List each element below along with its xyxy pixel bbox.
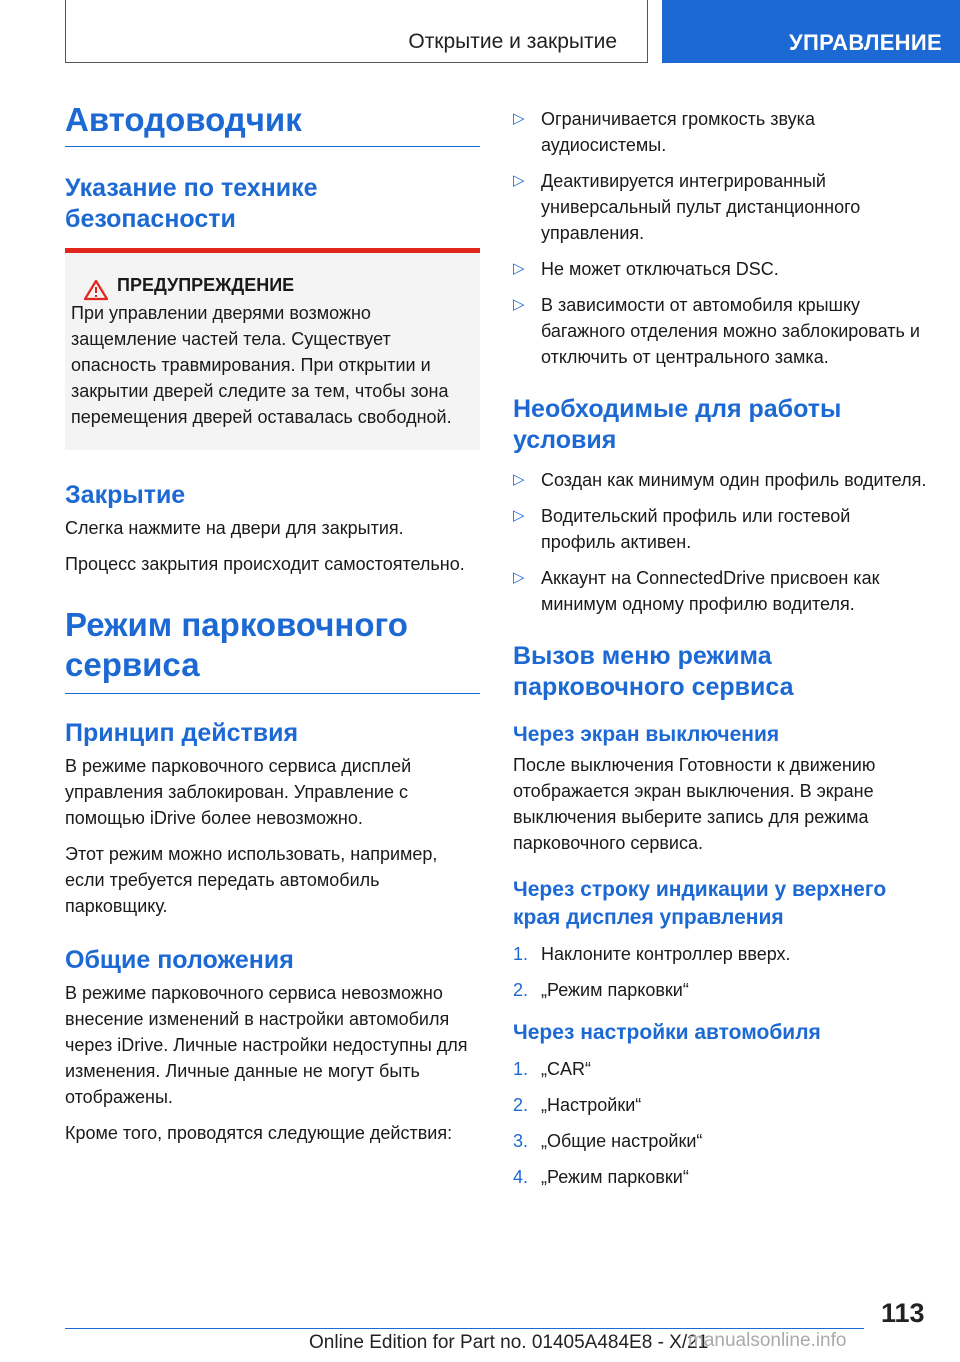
- section-title: Открытие и закрытие: [408, 30, 617, 53]
- warning-text: При управлении дверями возможно защемление частей тела. Существует опасность травмирования. При открытии и закрытии дверей следите за тем, чтобы зона перемещения дверей оставалась свободной.: [71, 303, 452, 428]
- page-number: 113: [881, 1298, 925, 1328]
- list-item: 2. „Настройки“: [513, 1092, 928, 1118]
- list-marker-icon: ▷: [513, 172, 525, 189]
- heading-close: Закрытие: [65, 481, 186, 510]
- status-bar-steps: [513, 941, 928, 1003]
- section-box: [65, 0, 648, 63]
- general-text-1: В режиме парковочного сервиса невозможно внесение изменений в настройки автомобиля через iDrive. Личные настройки недоступны для изменения. Личные данные не могут быть отображены.: [65, 983, 468, 1108]
- heading-principle: Принцип действия: [65, 718, 299, 747]
- off-screen-text: После выключения Готовности к движению отображается экран выключения. В экране выключения выберите запись для режима парковочного сервиса.: [513, 755, 876, 854]
- heading-via-settings: Через настройки автомобиля: [513, 1020, 821, 1044]
- list-item: ▷ Ограничивается громкость звука аудиосистемы.: [513, 106, 928, 158]
- step-number: 3.: [513, 1131, 529, 1152]
- heading-valet-mode: Режим парковочного сервиса: [65, 606, 408, 683]
- list-item: ▷ Аккаунт на ConnectedDrive присвоен как минимум одному профилю водителя.: [513, 565, 928, 617]
- list-marker-icon: ▷: [513, 296, 525, 313]
- left-column: [65, 100, 480, 1146]
- list-marker-icon: ▷: [513, 506, 525, 524]
- warning-triangle-icon: [83, 279, 109, 301]
- heading-call-menu: Вызов меню режима парковочного сервиса: [513, 641, 794, 701]
- heading-requirements: Необходимые для работы условия: [513, 395, 842, 455]
- requirements-list: [513, 467, 928, 617]
- heading-via-off-screen: Через экран выключения: [513, 723, 780, 746]
- edition-text: Online Edition for Part no. 01405A484E8 - X/21: [309, 1332, 709, 1353]
- list-marker-icon: ▷: [513, 110, 525, 127]
- list-item: 1. Наклоните контроллер вверх.: [513, 941, 928, 967]
- list-marker-icon: ▷: [513, 470, 525, 488]
- step-number: 4.: [513, 1167, 529, 1188]
- list-item: ▷ Создан как минимум один профиль водителя.: [513, 467, 928, 493]
- list-marker-icon: ▷: [513, 260, 525, 277]
- warning-title: ПРЕДУПРЕЖДЕНИЕ: [117, 275, 295, 296]
- list-item: ▷ Водительский профиль или гостевой профиль активен.: [513, 503, 928, 555]
- chapter-title: УПРАВЛЕНИЕ: [789, 30, 942, 55]
- close-text-2: Процесс закрытия происходит самостоятельно.: [65, 554, 465, 575]
- close-text-1: Слегка нажмите на двери для закрытия.: [65, 518, 404, 539]
- heading-autoclose: Автодоводчик: [65, 101, 302, 138]
- warning-box: [65, 248, 480, 450]
- heading-via-status-bar: Через строку индикации у верхнего края дисплея управления: [513, 878, 887, 929]
- chapter-tab[interactable]: [662, 0, 960, 63]
- principle-text-2: Этот режим можно использовать, например, если требуется передать автомобиль парковщику.: [65, 843, 438, 916]
- heading-safety: Указание по технике безопасности: [65, 173, 318, 233]
- list-item: ▷ Деактивируется интегрированный универсальный пульт дистанционного управления.: [513, 168, 928, 246]
- step-number: 2.: [513, 979, 529, 1000]
- list-item: 4. „Режим парковки“: [513, 1164, 928, 1190]
- principle-text-1: В режиме парковочного сервиса дисплей управления заблокирован. Управление с помощью iDrive более невозможно.: [65, 755, 412, 828]
- right-column: [513, 106, 928, 1200]
- list-item: ▷ В зависимости от автомобиля крышку багажного отделения можно заблокировать и отключить от центрального замка.: [513, 292, 928, 370]
- list-item: ▷ Не может отключаться DSC.: [513, 256, 928, 282]
- heading-rule: [65, 605, 480, 693]
- page-footer: [0, 1290, 960, 1362]
- heading-general: Общие положения: [65, 945, 294, 974]
- settings-steps: [513, 1056, 928, 1190]
- list-marker-icon: ▷: [513, 568, 525, 586]
- step-number: 2.: [513, 1095, 529, 1116]
- step-number: 1.: [513, 943, 529, 964]
- list-item: 1. „CAR“: [513, 1056, 928, 1082]
- footer-rule: [65, 1328, 864, 1329]
- watermark: manualsonline.info: [688, 1330, 847, 1351]
- list-item: 3. „Общие настройки“: [513, 1128, 928, 1154]
- actions-list: [513, 106, 928, 370]
- page-header: [0, 0, 960, 64]
- heading-rule: [65, 100, 480, 147]
- list-item: 2. „Режим парковки“: [513, 977, 928, 1003]
- step-number: 1.: [513, 1059, 529, 1080]
- general-text-2: Кроме того, проводятся следующие действия:: [65, 1123, 453, 1144]
